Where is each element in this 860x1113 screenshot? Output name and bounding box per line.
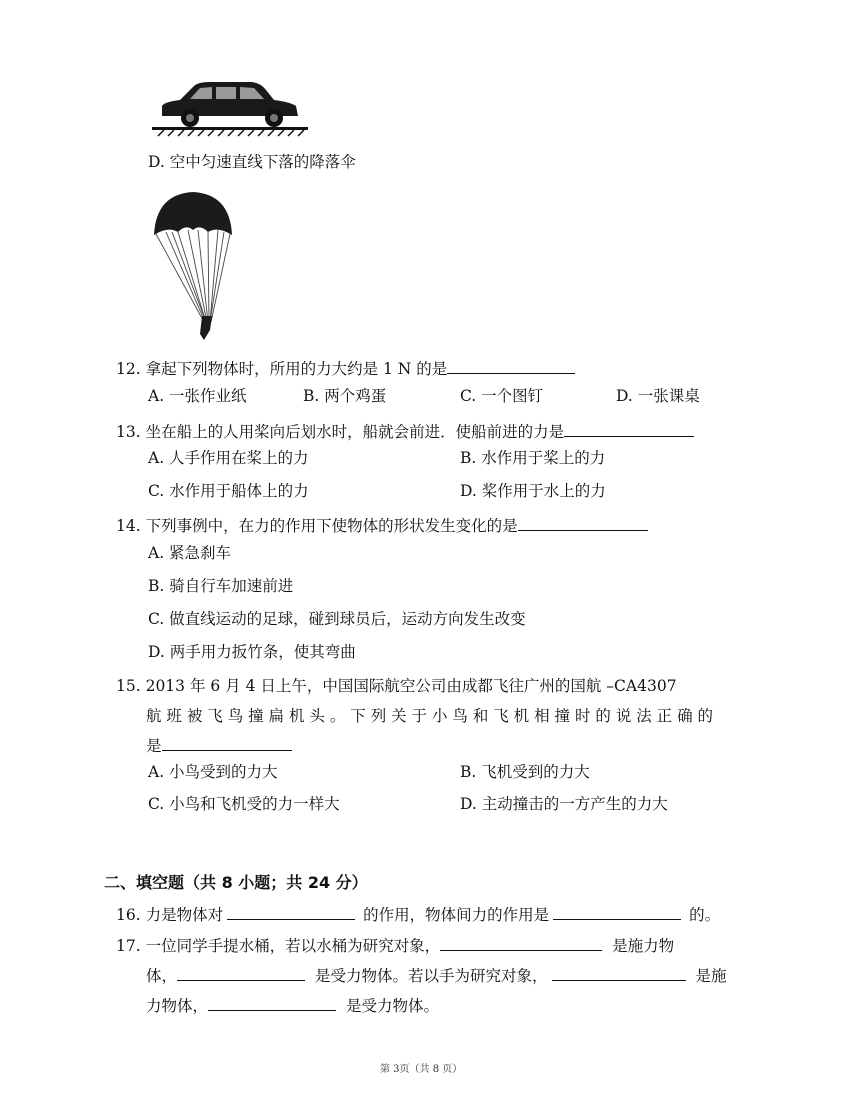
- q13-option-b: B. 水作用于桨上的力: [460, 449, 606, 467]
- q16-part2: 的作用，物体间力的作用是: [363, 906, 550, 924]
- q17-l2b: 是受力物体。若以手为研究对象，: [315, 967, 548, 985]
- section-title: 二、填空题（共 8 小题；共 24 分）: [104, 873, 368, 892]
- car-image: [150, 76, 310, 138]
- answer-blank[interactable]: [162, 734, 292, 751]
- parachute-image: [148, 190, 238, 345]
- q17-line3: [146, 994, 439, 1016]
- q11-option-d: D. 空中匀速直线下落的降落伞: [148, 153, 356, 171]
- answer-blank[interactable]: [440, 934, 602, 951]
- answer-blank[interactable]: [552, 964, 686, 981]
- q14-option-c: C. 做直线运动的足球，碰到球员后，运动方向发生改变: [148, 610, 526, 628]
- answer-blank[interactable]: [447, 357, 575, 374]
- q15-option-a: A. 小鸟受到的力大: [148, 763, 278, 781]
- answer-blank[interactable]: [553, 903, 681, 920]
- q14-stem: [116, 514, 648, 536]
- q13-stem-text: 13. 坐在船上的人用桨向后划水时，船就会前进．使船前进的力是: [116, 423, 565, 441]
- q17-line1: [116, 934, 674, 956]
- q15-line2: 航 班 被 飞 鸟 撞 扁 机 头 。 下 列 关 于 小 鸟 和 飞 机 相 撞 时 的 说 法 正 确 的: [146, 707, 714, 725]
- q15-option-d: D. 主动撞击的一方产生的力大: [460, 795, 668, 813]
- q17-line2: [146, 964, 727, 986]
- q15-option-b: B. 飞机受到的力大: [460, 763, 590, 781]
- answer-blank[interactable]: [208, 994, 336, 1011]
- q17-l2c: 是施: [695, 967, 727, 985]
- q15-line1: 15. 2013 年 6 月 4 日上午，中国国际航空公司由成都飞往广州的国航 –CA4307: [116, 677, 677, 695]
- q16-part1: 16. 力是物体对: [116, 906, 224, 924]
- q12-option-d: D. 一张课桌: [616, 387, 700, 405]
- q17-l1b: 是施力物: [612, 937, 675, 955]
- answer-blank[interactable]: [177, 964, 305, 981]
- page-number: 第 3页（共 8 页）: [380, 1064, 463, 1075]
- q14-stem-text: 14. 下列事例中，在力的作用下使物体的形状发生变化的是: [116, 517, 518, 535]
- answer-blank[interactable]: [227, 903, 355, 920]
- q16-line: [116, 903, 720, 925]
- q14-option-a: A. 紧急刹车: [148, 544, 232, 562]
- q17-l3a: 力物体，: [146, 997, 209, 1015]
- q17-l3b: 是受力物体。: [346, 997, 440, 1015]
- q13-option-a: A. 人手作用在桨上的力: [148, 449, 309, 467]
- q17-l2a: 体，: [146, 967, 178, 985]
- q15-option-c: C. 小鸟和飞机受的力一样大: [148, 795, 340, 813]
- q12-option-b: B. 两个鸡蛋: [303, 387, 387, 405]
- q15-line3-text: 是: [146, 737, 162, 755]
- answer-blank[interactable]: [564, 420, 694, 437]
- q14-option-b: B. 骑自行车加速前进: [148, 577, 294, 595]
- q12-option-a: A. 一张作业纸: [148, 387, 247, 405]
- q12-option-c: C. 一个图钉: [460, 387, 544, 405]
- q17-l1a: 17. 一位同学手提水桶，若以水桶为研究对象，: [116, 937, 441, 955]
- q12-stem: [116, 357, 575, 379]
- q15-line3: [146, 734, 292, 756]
- q13-option-d: D. 桨作用于水上的力: [460, 482, 606, 500]
- q13-stem: [116, 420, 694, 442]
- q12-stem-text: 12. 拿起下列物体时，所用的力大约是 1 N 的是: [116, 360, 448, 378]
- q13-option-c: C. 水作用于船体上的力: [148, 482, 309, 500]
- q14-option-d: D. 两手用力扳竹条，使其弯曲: [148, 643, 356, 661]
- q16-part3: 的。: [689, 906, 721, 924]
- answer-blank[interactable]: [518, 514, 648, 531]
